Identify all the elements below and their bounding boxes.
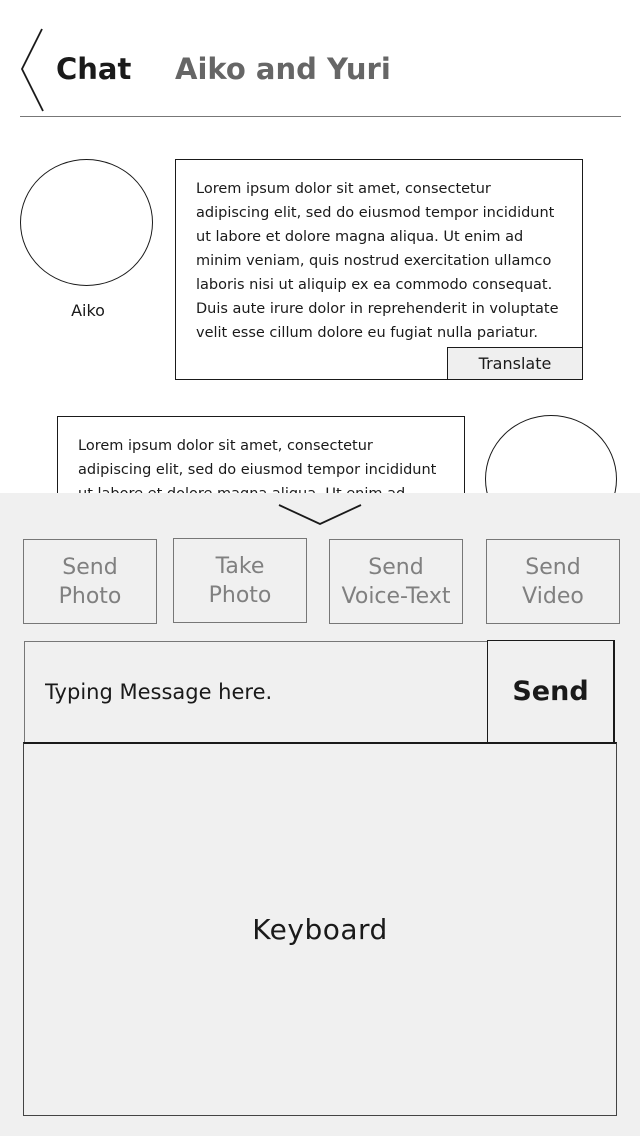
keyboard-area[interactable]: [23, 742, 617, 1116]
back-chevron-icon[interactable]: [20, 28, 46, 114]
send-photo-button[interactable]: [23, 539, 157, 624]
message-input[interactable]: [24, 641, 487, 743]
message-bubble-aiko: [175, 159, 583, 380]
avatar-name-aiko: Aiko: [71, 301, 105, 320]
send-video-button[interactable]: [486, 539, 620, 624]
chevron-down-icon[interactable]: [278, 503, 362, 527]
translate-button[interactable]: Translate: [447, 347, 583, 380]
header-divider: [20, 116, 621, 117]
take-photo-button[interactable]: [173, 538, 307, 623]
send-video-label: Send Video: [522, 554, 584, 609]
take-photo-label: Take Photo: [208, 553, 272, 608]
send-button[interactable]: Send: [487, 640, 615, 743]
back-to-chat-link[interactable]: Chat: [56, 52, 132, 86]
send-voice-text-label: Send Voice-Text: [341, 554, 451, 609]
page-title: Aiko and Yuri: [175, 52, 391, 86]
send-photo-label: Send Photo: [58, 554, 122, 609]
message-text: Lorem ipsum dolor sit amet, consectetur adipiscing elit, sed do eiusmod tempor incididunt ut labore et dolore magna aliqua. Ut enim ad minim veniam, quis nostrud exercitation ullamco laboris nisi ut aliquip ex ea commodo consequat. Duis aute irure dolor in reprehenderit in voluptate velit esse cillum dolore eu fugiat nulla pariatur.: [196, 181, 559, 341]
keyboard-label: Keyboard: [252, 913, 388, 946]
avatar-aiko[interactable]: [20, 159, 153, 286]
send-voice-text-button[interactable]: [329, 539, 463, 624]
composer-panel: [0, 493, 640, 1136]
message-text: Lorem ipsum dolor sit amet, consectetur adipiscing elit, sed do eiusmod tempor incididunt: [78, 438, 437, 478]
